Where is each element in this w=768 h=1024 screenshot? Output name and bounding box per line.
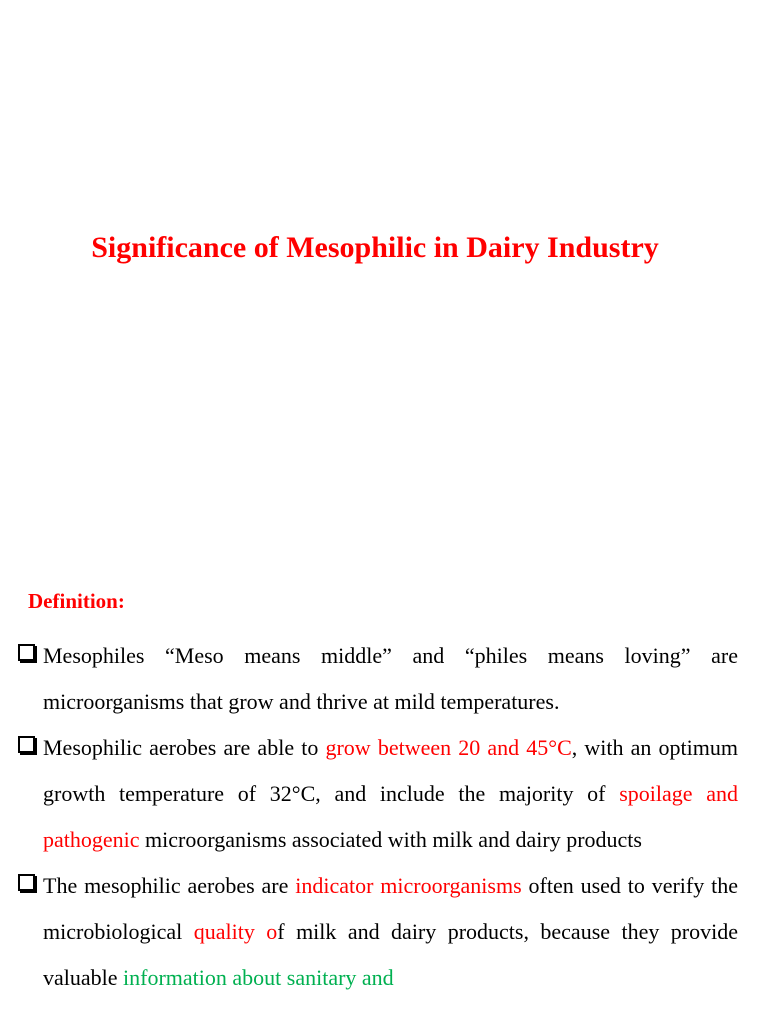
bullet-list [14, 633, 738, 1001]
bullet-text: , with an optimum growth temperature of 32°C, and include the majority of [43, 735, 739, 806]
bullet-text: Mesophiles “Meso means middle” and “philes means loving” are microorganisms that grow and thrive at mild temperatures. [43, 643, 738, 714]
bullet-item-growth-temperature [14, 725, 738, 863]
bullet-item-indicator-microorganisms [14, 863, 738, 1001]
bullet-text: often used to verify the microbiological [43, 873, 738, 944]
highlight-sanitary-information: information about sanitary and [123, 965, 394, 990]
highlight-quality: quality o [193, 919, 278, 944]
checkbox-bullet-icon [18, 874, 35, 891]
highlight-indicator-microorganisms: indicator microorganisms [295, 873, 522, 898]
bullet-text: Mesophilic aerobes are able to [43, 735, 326, 760]
bullet-text: f milk and dairy products, because they provide valuable [43, 919, 738, 990]
page-title: Significance of Mesophilic in Dairy Industry [91, 231, 659, 264]
highlight-spoilage-pathogenic: spoilage and pathogenic [43, 781, 738, 852]
highlight-growth-range: grow between 20 and 45°C [325, 735, 572, 760]
bullet-text: The mesophilic aerobes are [43, 873, 296, 898]
checkbox-bullet-icon [18, 736, 35, 753]
definition-heading: Definition: [28, 589, 125, 613]
bullet-text: microorganisms associated with milk and dairy products [139, 827, 642, 852]
checkbox-bullet-icon [18, 644, 35, 661]
bullet-item-mesophiles-definition [14, 633, 738, 725]
